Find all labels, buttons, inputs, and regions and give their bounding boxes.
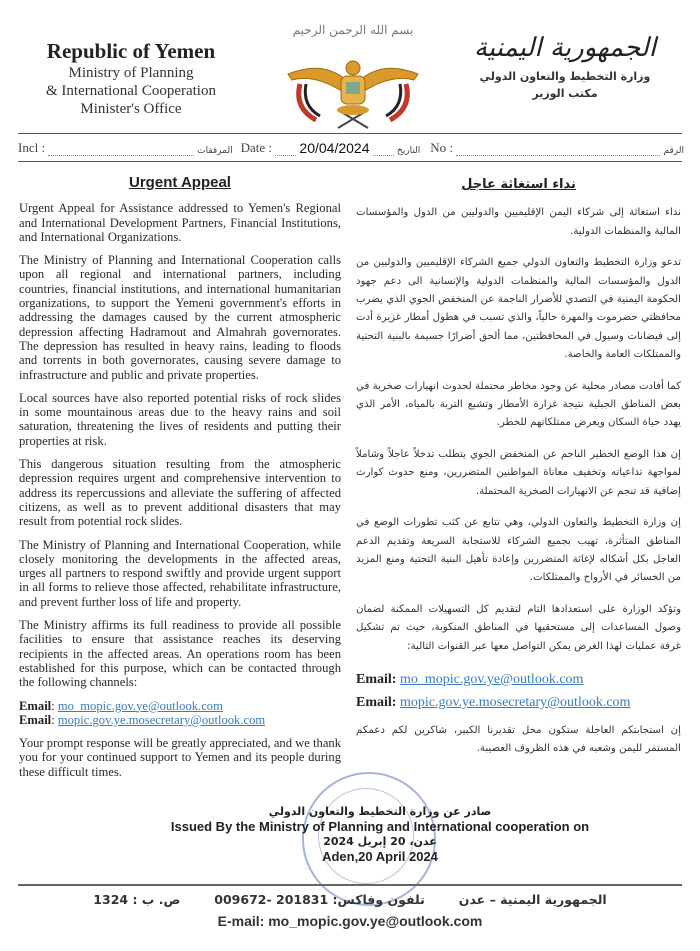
yemen-coat-of-arms-icon — [268, 12, 438, 130]
incl-label: Incl : — [18, 140, 46, 155]
arabic-emails — [356, 669, 681, 713]
english-paragraph: The Ministry affirms its full readiness to provide all possible facilities to ensure that assistance reaches its deserving recipients in the affected areas. An operations room has been established for this purpose, which can be contacted through the following channels: — [19, 618, 341, 690]
issued-date-en: Aden,20 April 2024 — [322, 849, 438, 864]
english-paragraph: The Ministry of Planning and International Cooperation calls upon all regional and international partners, including countries, financial institutions, and international humanitarian organizations, to support the Yemeni government's efforts in addressing the damages caused by the current atmospheric depression affecting Hadramout and Almahrah governorates. The depression has resulted in heavy rains, leading to floods and torrents in both governorates, causing severe damage to infrastructure and public and private properties. — [19, 253, 341, 382]
footer-contact — [0, 892, 700, 907]
english-heading: Urgent Appeal — [129, 174, 231, 191]
arabic-paragraph: كما أفادت مصادر محلية عن وجود مخاطر محتملة لحدوث انهيارات صخرية في بعض المناطق الجبلية نتيجة غزارة الأمطار وتشبع التربة بالمياه، الأمر الذي يهدد حياة السكان ويعرض ممتلكاتهم للخطر. — [356, 380, 681, 429]
arabic-paragraph: إن وزارة التخطيط والتعاون الدولي، وهي تتابع عن كثب تطورات الوضع في المناطق المتأثرة، تهيب بجميع الشركاء للاستجابة السريعة وتقديم الدعم العاجل بكل أشكاله لإغاثة المتضررين وإعادة تأهيل البنية التحتية ومنع المزيد من الخسائر في الأرواح والممتلكات. — [356, 517, 681, 584]
email-link[interactable]: mo_mopic.gov.ye@outlook.com — [399, 671, 584, 687]
footer-rule — [18, 884, 682, 886]
arabic-paragraph: تدعو وزارة التخطيط والتعاون الدولي جميع الشركاء الإقليميين والدوليين من الدول والمؤسسات المالية والمنظمات الدولية والإنسانية الى دعم جهود الحكومة اليمنية في التصدي للأضرار الناجمة عن المنخفض الجوي الذي يضرب محافظتي حضرموت والمهرة حالياً، والذي تسبب في هطول أمطار غزيرة أدت إلى فيضانات وسيول في المحافظتين، مما ألحق أضرارًا جسيمة بالبنية التحتية والممتلكات العامة والخاصة. — [356, 257, 681, 361]
arabic-paragraph: وتؤكد الوزارة على استعدادها التام لتقديم كل التسهيلات الممكنة لضمان وصول المساعدات إلى مستحقيها في المناطق المنكوبة، حيث تم تشكيل غرفة عمليات لهذا الغرض يمكن التواصل معها عبر القنوات التالية: — [356, 603, 681, 652]
footer-address: الجمهورية اليمنية – عدن — [458, 892, 607, 907]
email-link[interactable]: mo_mopic.gov.ye@outlook.com — [57, 698, 223, 713]
date-field-lead — [275, 143, 296, 156]
header-english — [0, 38, 262, 118]
arabic-paragraph: إن هذا الوضع الخطير الناجم عن المنخفض الجوي يتطلب تدخلاً عاجلاً وشاملاً لمواجهة تداعياته وتخفيف معاناة المواطنين المتضررين، ومنع حدوث كوارث إضافية قد تنجم عن الانهيارات الصخرية المحتملة. — [356, 448, 681, 497]
email-label: Email: — [356, 671, 397, 687]
header-title-ar: الجمهورية اليمنية — [473, 33, 657, 63]
header-title-en: Republic of Yemen — [46, 39, 216, 63]
footer-pobox: ص. ب : 1324 — [93, 892, 181, 907]
email-separator: : — [51, 698, 58, 713]
header-ministry-ar: وزارة التخطيط والتعاون الدولي — [479, 70, 651, 83]
english-paragraph: The Ministry of Planning and International Cooperation, while closely monitoring the developments in the affected areas, urges all partners to respond swiftly and provide urgent support in all forms to relieve those affected, rehabilitate infrastructure, and prevent further loss of life and property. — [19, 537, 341, 609]
email-link[interactable]: mopic.gov.ye.mosecretary@outlook.com — [399, 694, 631, 710]
basmala-text: بسم الله الرحمن الرحيم — [292, 23, 414, 37]
arabic-closing: إن استجابتكم العاجلة ستكون محل تقديرنا الكبير، شاكرين لكم دعمكم المستمر لليمن وشعبه في هذه الظروف العصيبة. — [356, 724, 681, 755]
english-closing: Your prompt response will be greatly appreciated, and we thank you for your continued support to Yemen and its people during these difficult times. — [19, 736, 341, 779]
email-label: Email: — [356, 694, 397, 710]
header-cooperation-en: & International Cooperation — [46, 83, 216, 99]
english-column — [19, 176, 341, 788]
date-field-trail — [373, 143, 394, 156]
header-office-ar: مكتب الوزير — [532, 87, 598, 100]
english-paragraph: This dangerous situation resulting from the atmospheric depression requires urgent and comprehensive intervention to address its repercussions and alleviate the suffering of affected citizens, as well as to prevent additional disasters that may result from potential rock slides. — [19, 457, 341, 529]
english-email-row — [19, 713, 341, 727]
arabic-heading: نداء استغاثة عاجل — [461, 177, 576, 192]
issued-date-ar: عدن، 20 إبريل 2024 — [323, 835, 437, 848]
footer-email[interactable]: E-mail: mo_mopic.gov.ye@outlook.com — [217, 913, 483, 929]
incl-field — [48, 143, 194, 156]
no-label: No : — [430, 140, 454, 155]
date-label: Date : — [240, 140, 272, 155]
arabic-email-row — [356, 669, 681, 690]
email-separator: : — [51, 712, 58, 727]
issued-line-en: Issued By the Ministry of Planning and International cooperation on — [170, 819, 590, 834]
date-value: 20/04/2024 — [299, 140, 370, 156]
email-label: Email — [19, 712, 52, 727]
header-ministry-en: Ministry of Planning — [68, 65, 194, 81]
no-label-ar: الرقم — [663, 146, 684, 156]
issued-line-ar: صادر عن وزارة التخطيط والتعاون الدولي — [268, 805, 492, 818]
arabic-email-row — [356, 692, 681, 713]
no-field — [456, 143, 660, 156]
arabic-paragraph: نداء استغاثة إلى شركاء اليمن الإقليميين والدوليين من الدول والمؤسسات المالية والمنظمات الدولية. — [356, 207, 681, 237]
english-paragraph: Local sources have also reported potential risks of rock slides in some mountainous areas due to the heavy rains and soil saturation, threatening the lives of residents and putting their properties at risk. — [19, 390, 341, 448]
incl-label-ar: المرفقات — [197, 146, 233, 156]
english-emails — [19, 699, 341, 728]
header-rule-bottom — [18, 161, 682, 162]
date-label-ar: التاريخ — [396, 146, 421, 156]
email-link[interactable]: mopic.gov.ye.mosecretary@outlook.com — [57, 712, 266, 727]
issued-block — [150, 804, 610, 864]
english-paragraph: Urgent Appeal for Assistance addressed to Yemen's Regional and International Development Partners, Financial Institutions, and International Organizations. — [19, 201, 341, 244]
header-rule-top — [18, 133, 682, 134]
footer-phone: تلفون وفاكس: 201831 -009672 — [214, 892, 425, 907]
email-label: Email — [19, 698, 52, 713]
english-email-row — [19, 699, 341, 713]
arabic-column — [356, 176, 681, 772]
header-office-en: Minister's Office — [80, 101, 182, 117]
reference-bar — [18, 138, 684, 156]
header-arabic — [455, 28, 675, 102]
